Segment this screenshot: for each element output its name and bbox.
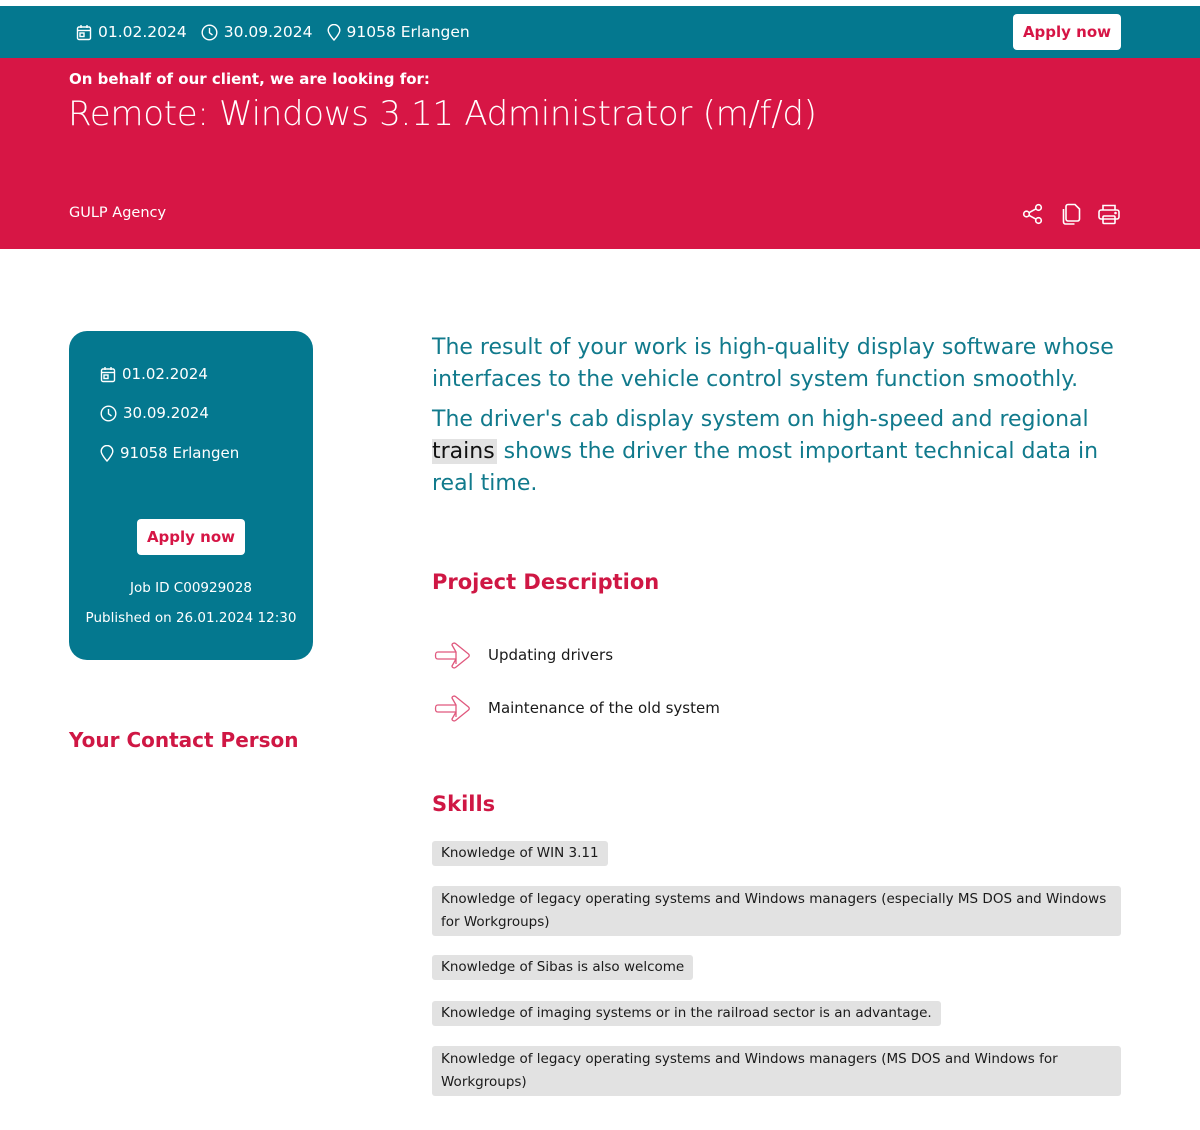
highlighted-word: trains [432,439,495,464]
clock-icon [201,24,218,41]
calendar-icon [76,24,92,41]
copy-icon[interactable] [1059,200,1083,228]
arrow-right-icon [434,694,474,722]
apply-now-button-top[interactable]: Apply now [1013,14,1121,50]
skill-tag: Knowledge of imaging systems or in the railroad sector is an advantage. [432,1001,941,1026]
calendar-icon [100,366,116,383]
job-actions [1021,200,1121,228]
arrow-right-icon [434,641,474,669]
project-item [434,694,720,722]
skill-tag: Knowledge of WIN 3.11 [432,841,608,866]
card-end-date-text: 30.09.2024 [123,404,209,422]
intro-paragraph-1: The result of your work is high-quality display software whose interfaces to the vehicle control system function smoothly. [432,335,1114,392]
apply-now-button-card[interactable]: Apply now [137,519,245,555]
start-date [76,23,187,41]
hero-lead: On behalf of our client, we are looking for: [69,70,430,88]
location-pin-icon [100,445,114,462]
project-item-text: Updating drivers [488,646,614,664]
project-item [434,641,613,669]
job-summary-card [69,331,313,660]
card-start-date-text: 01.02.2024 [122,365,208,383]
end-date-text: 30.09.2024 [223,23,313,41]
location-pin-icon [327,24,341,41]
share-icon[interactable] [1021,200,1045,228]
project-description-heading: Project Description [432,570,660,594]
card-end-date [100,404,209,422]
skills-heading: Skills [432,792,496,816]
intro-p2-start: The driver's cab display system on high-speed and regional [432,407,1089,432]
skill-tag: Knowledge of legacy operating systems and Windows managers (especially MS DOS and Windows for Workgroups) [432,886,1121,936]
location [327,23,470,41]
start-date-text: 01.02.2024 [98,23,187,41]
job-title: Remote: Windows 3.11 Administrator (m/f/d) [68,94,817,134]
job-id: Job ID C00929028 [130,580,252,596]
intro-p2-end: shows the driver the most important technical data in real time. [432,439,1099,496]
end-date [201,23,313,41]
contact-person-heading: Your Contact Person [69,728,299,752]
skill-tag: Knowledge of legacy operating systems and Windows managers (MS DOS and Windows for Workgroups) [432,1046,1121,1096]
print-icon[interactable] [1097,200,1121,228]
card-location [100,444,239,462]
job-hero [0,58,1200,249]
project-item-text: Maintenance of the old system [488,699,720,717]
job-meta [76,6,470,58]
skill-tag: Knowledge of Sibas is also welcome [432,955,693,980]
location-text: 91058 Erlangen [346,23,470,41]
published-date: Published on 26.01.2024 12:30 [85,610,297,626]
job-intro [432,332,1132,500]
clock-icon [100,405,117,422]
card-start-date [100,365,208,383]
agency-name: GULP Agency [69,205,167,221]
intro-paragraph-2 [432,404,1132,500]
card-location-text: 91058 Erlangen [120,444,240,462]
top-info-bar [0,6,1200,58]
